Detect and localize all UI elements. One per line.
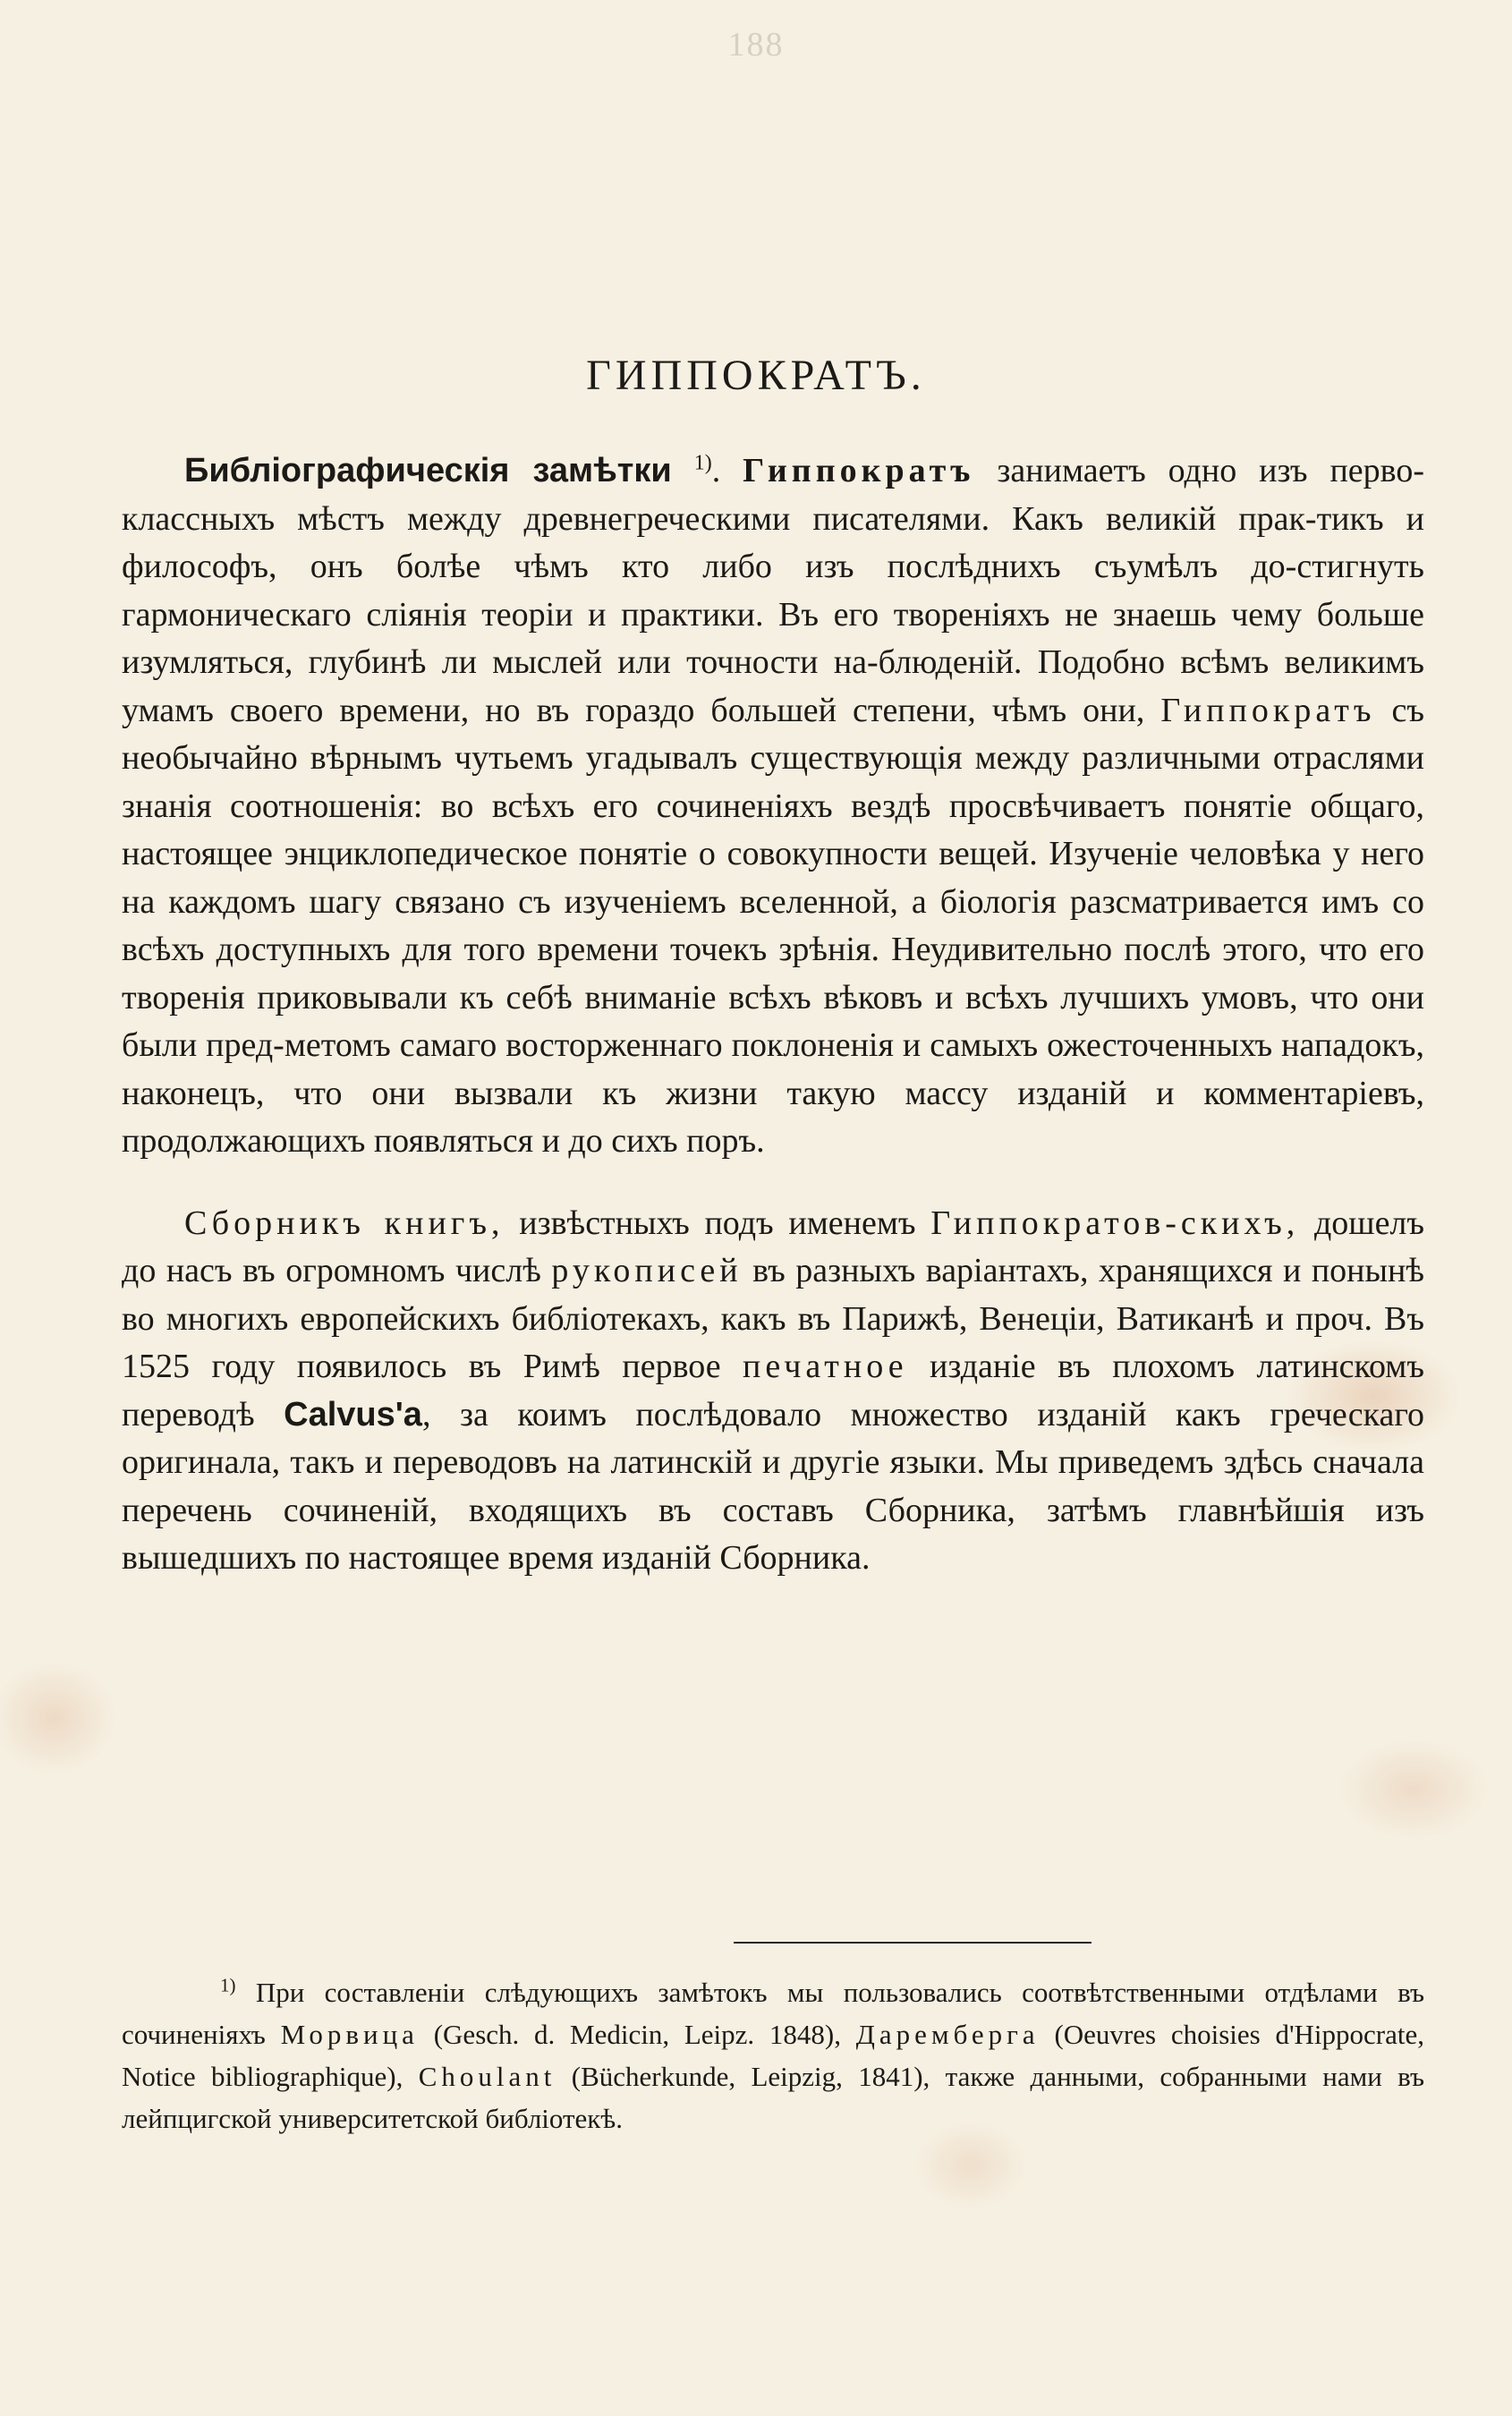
page-number: 188	[727, 26, 785, 64]
paragraph-text: съ необычайно вѣрнымъ чутьемъ угадывалъ существующія между различными отраслями знанія соотношенія: во всѣхъ его сочиненіяхъ вездѣ просвѣчиваетъ понятіе общаго, настоящее энциклопедическое понятіе о совокупности вещей. Изученіе человѣка у него на каждомъ шагу связано съ изученіемъ вселенной, а біологія разсматривается имъ со всѣхъ доступныхъ для того времени точекъ зрѣнія. Неудивительно послѣ этого, что его творенія приковывали къ себѣ вниманіе всѣхъ вѣковъ и всѣхъ лучшихъ умовъ, что они были пред-метомъ самаго восторженнаго поклоненія и самыхъ ожесточенныхъ нападокъ, наконецъ, что они вызвали къ жизни такую массу изданій и комментаріевъ, продолжающихъ появляться и до сихъ поръ.	[122, 691, 1425, 1160]
author-name: Гиппократъ	[743, 452, 975, 489]
section-lead: Библіографическія замѣтки	[184, 452, 672, 489]
footnote-text	[122, 1971, 1424, 2140]
cited-work: (Gesch. d. Medicin, Leipz. 1848),	[433, 2019, 842, 2050]
paragraph	[122, 1200, 1424, 1583]
emphasized-word: рукописей	[551, 1252, 743, 1289]
paragraph-text: занимаетъ одно изъ перво-классныхъ мѣстъ между древнегреческими писателями. Какъ великій прак-тикъ и философъ, онъ болѣе чѣмъ кто либо изъ послѣднихъ съумѣлъ до-стигнуть гармоническаго сліянія теоріи и практики. Въ его твореніяхъ не знаешь чему больше изумляться, глубинѣ ли мыслей или точности на-блюденій. Подобно всѣмъ великимъ умамъ своего времени, но въ гораздо большей степени, чѣмъ они,	[122, 452, 1424, 729]
footnote-body: также данными, собранными нами въ лейпцигской университетской библіотекѣ.	[122, 2061, 1425, 2134]
cited-author: Choulant	[418, 2061, 556, 2092]
cited-work: (Bücherkunde, Leipzig, 1841),	[571, 2061, 930, 2092]
paragraph-text: извѣстныхъ подъ именемъ	[519, 1204, 916, 1242]
cited-author: Морвица	[280, 2019, 419, 2050]
author-name: Гиппократъ	[1160, 691, 1376, 729]
cited-work: (Oeuvres choisies d'Hippocrate, Notice bibliographique),	[122, 2019, 1425, 2092]
footnote-divider	[734, 1942, 1092, 1944]
footnote-marker: 1)	[220, 1974, 236, 1996]
article-title: ГИППОКРАТЪ.	[586, 352, 926, 399]
paragraph-text: изданіе въ плохомъ латинскомъ переводѣ	[122, 1348, 1425, 1433]
footnote-reference[interactable]: 1)	[693, 451, 712, 475]
paragraph	[122, 447, 1424, 1166]
translator-name: Calvus'а	[284, 1395, 422, 1433]
footnote-body: При составленіи слѣдующихъ замѣтокъ мы пользовались соотвѣтственными отдѣлами въ сочиненіяхъ	[122, 1977, 1424, 2050]
emphasized-word: печатное	[743, 1348, 908, 1385]
author-name: Гиппократов-скихъ,	[930, 1204, 1300, 1242]
paragraph-text: , за коимъ послѣдовало множество изданій какъ греческаго оригинала, такъ и переводовъ на латинскій и другіе языки. Мы приведемъ здѣсь сначала перечень сочиненій, входящихъ въ составъ Сборника, затѣмъ главнѣйшія изъ вышедшихъ по настоящее время изданій Сборника.	[122, 1395, 1425, 1577]
footnote	[122, 1971, 1424, 2140]
footnote-reference-number: 1	[693, 451, 705, 475]
paragraph-text: дошелъ до насъ въ огромномъ числѣ	[122, 1204, 1425, 1289]
article-body	[122, 447, 1424, 1583]
paragraph-text: въ разныхъ варіантахъ, хранящихся и понынѣ во многихъ европейскихъ библіотекахъ, какъ въ Парижѣ, Венеціи, Ватиканѣ и проч. Въ 1525 году появилось въ Римѣ первое	[122, 1252, 1425, 1385]
cited-author: Даремберга	[855, 2019, 1040, 2050]
lead-punctuation: .	[711, 452, 721, 489]
section-lead: Сборникъ книгъ,	[184, 1204, 505, 1242]
